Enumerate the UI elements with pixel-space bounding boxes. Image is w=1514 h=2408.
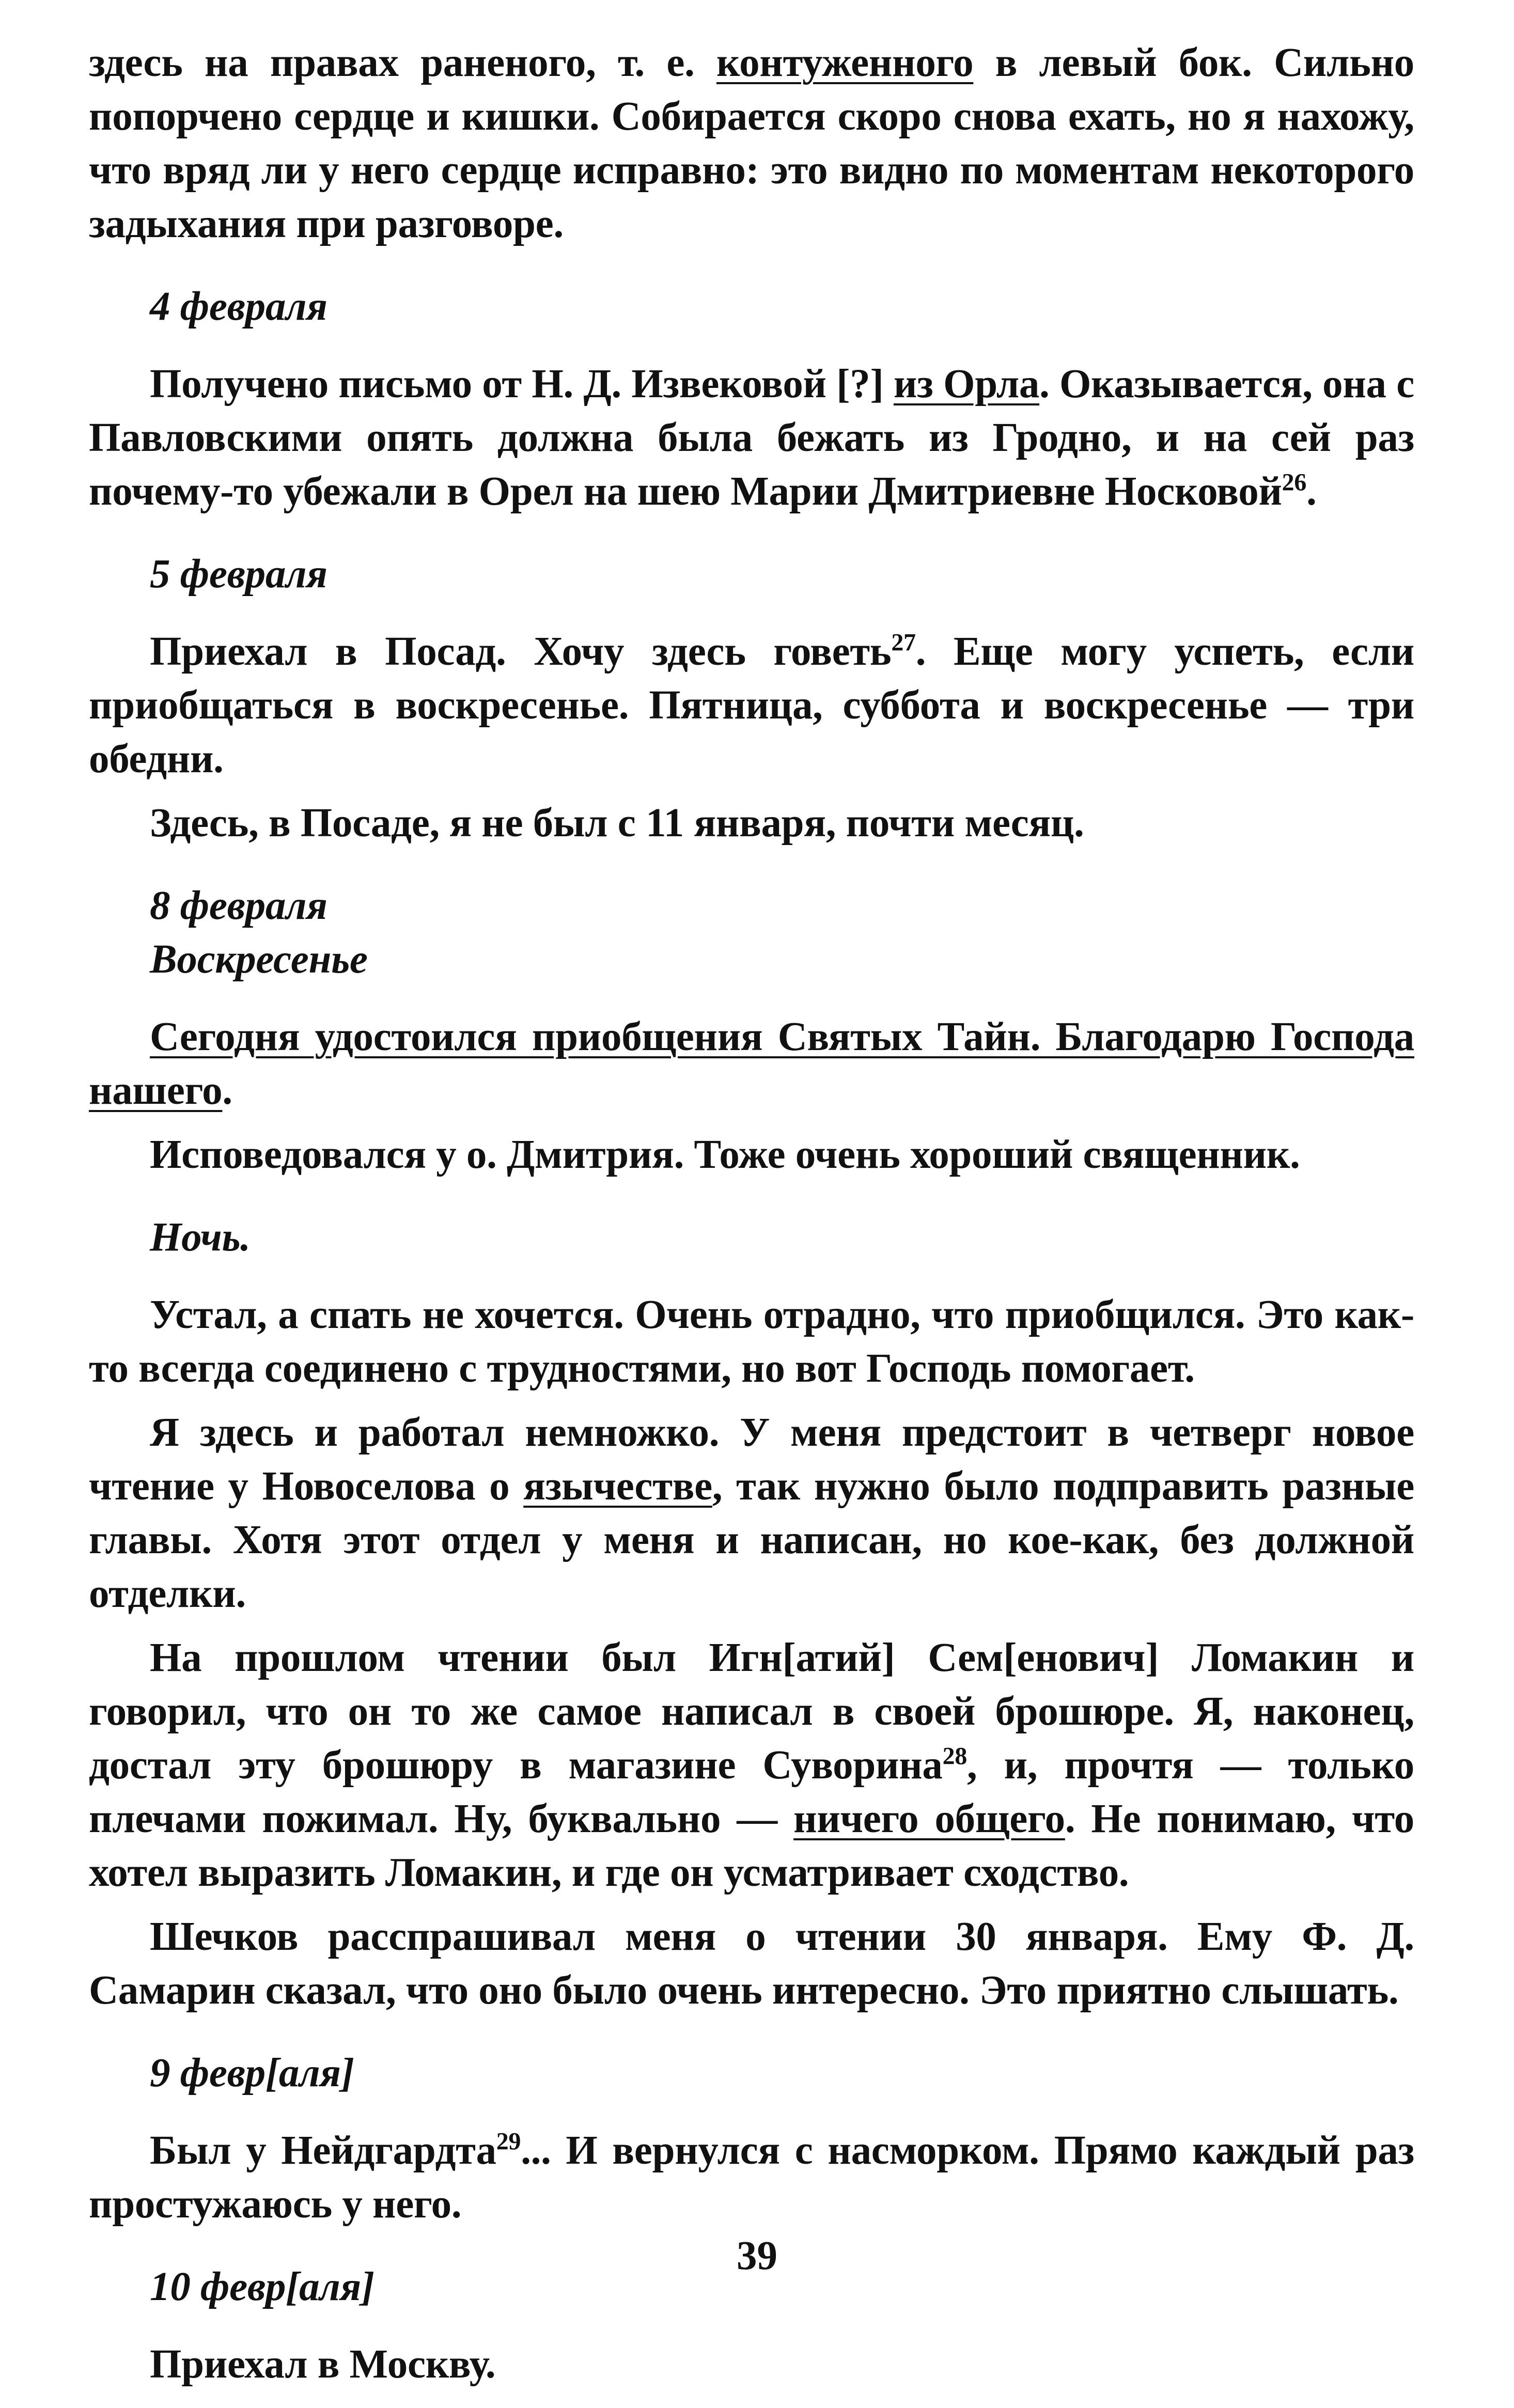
entry-paragraph <box>89 357 1414 519</box>
entry-date: 10 февр[аля] <box>150 2264 374 2309</box>
entry-date: Ночь. <box>150 1215 251 1260</box>
text-run: ... И вернулся с насморком. Прямо каждый раз простужаюсь у него. <box>89 2128 1414 2227</box>
underlined-text: контуженного <box>716 40 974 85</box>
page-text <box>89 36 1414 2391</box>
footnote-marker: 28 <box>942 1742 967 1770</box>
entry-subtitle: Воскресенье <box>150 937 368 982</box>
text-run: . Оказывается, она с Павловскими опять должна была бежать из Гродно, и на сей раз почему-то убежали в Орел на шею Марии Дмитриевне Носковой <box>89 362 1414 514</box>
entry-paragraph <box>89 1631 1414 1900</box>
entry-paragraph: Шечков расспрашивал меня о чтении 30 января. Ему Ф. Д. Самарин сказал, что оно было очень интересно. Это приятно слышать. <box>89 1914 1414 2013</box>
entry-paragraph: Устал, а спать не хочется. Очень отрадно, что приобщился. Это как-то всегда соединено с трудностями, но вот Господь помогает. <box>89 1292 1414 1391</box>
text-run: . Не понимаю, что хотел выразить Ломакин, и где он усматривает сходство. <box>89 1796 1414 1895</box>
text-run: Я здесь и работал немножко. У меня предстоит в четверг новое чтение у Новоселова о <box>89 1410 1414 1509</box>
footnote-marker: 27 <box>891 629 916 656</box>
underlined-text: язычестве <box>523 1464 712 1509</box>
entry-paragraph: Приехал в Москву. <box>150 2342 496 2387</box>
entry-date: 4 февраля <box>150 284 327 329</box>
entry-paragraph: Здесь, в Посаде, я не был с 11 января, почти месяц. <box>150 801 1084 846</box>
underlined-text: из Орла <box>893 362 1040 406</box>
entry-paragraph <box>89 2124 1414 2231</box>
text-run: . Еще могу успеть, если приобщаться в воскресенье. Пятница, суббота и воскресенье — три обедни. <box>89 629 1414 781</box>
footnote-marker: 26 <box>1282 468 1307 496</box>
text-run: , так нужно было подправить разные главы. Хотя этот отдел у меня и написан, но кое-как, без должной отделки. <box>89 1464 1415 1616</box>
page-number: 39 <box>737 2233 777 2278</box>
entry-paragraph <box>89 625 1414 786</box>
entry-date: 5 февраля <box>150 552 327 597</box>
text-run: Приехал в Посад. Хочу здесь говеть <box>150 629 892 674</box>
text-run: Был у Нейдгардта <box>150 2128 496 2173</box>
entry-paragraph: Исповедовался у о. Дмитрия. Тоже очень хороший священник. <box>150 1132 1300 1177</box>
text-run: , и, прочтя — только плечами пожимал. Ну, буквально — <box>89 1743 1415 1841</box>
entry-paragraph <box>89 1406 1414 1621</box>
text-run: в левый бок. Сильно попорчено сердце и кишки. Собирается скоро снова ехать, но я нахожу, что вряд ли у него сердце исправно: это видно по моментам некоторого задыхания при разговоре. <box>89 40 1414 246</box>
intro-paragraph <box>89 36 1414 251</box>
text-run: На прошлом чтении был Игн[атий] Сем[енович] Ломакин и говорил, что он то же самое написал в своей брошюре. Я, наконец, достал эту брошюру в магазине Суворина <box>89 1635 1414 1788</box>
footnote-marker: 29 <box>496 2128 521 2155</box>
entry-date: 9 февр[аля] <box>150 2051 354 2096</box>
text-run: Получено письмо от Н. Д. Извековой [?] <box>150 362 894 406</box>
text-run: . <box>222 1068 232 1113</box>
text-run: . <box>1306 469 1317 514</box>
text-run: здесь на правах раненого, т. е. <box>89 40 716 85</box>
underlined-text: Сегодня удостоился приобщения Святых Тайн. Благодарю Господа нашего <box>89 1014 1414 1113</box>
entry-date: 8 февраля <box>150 883 327 928</box>
underlined-text: ничего общего <box>793 1796 1065 1841</box>
entry-paragraph <box>89 1010 1414 1118</box>
